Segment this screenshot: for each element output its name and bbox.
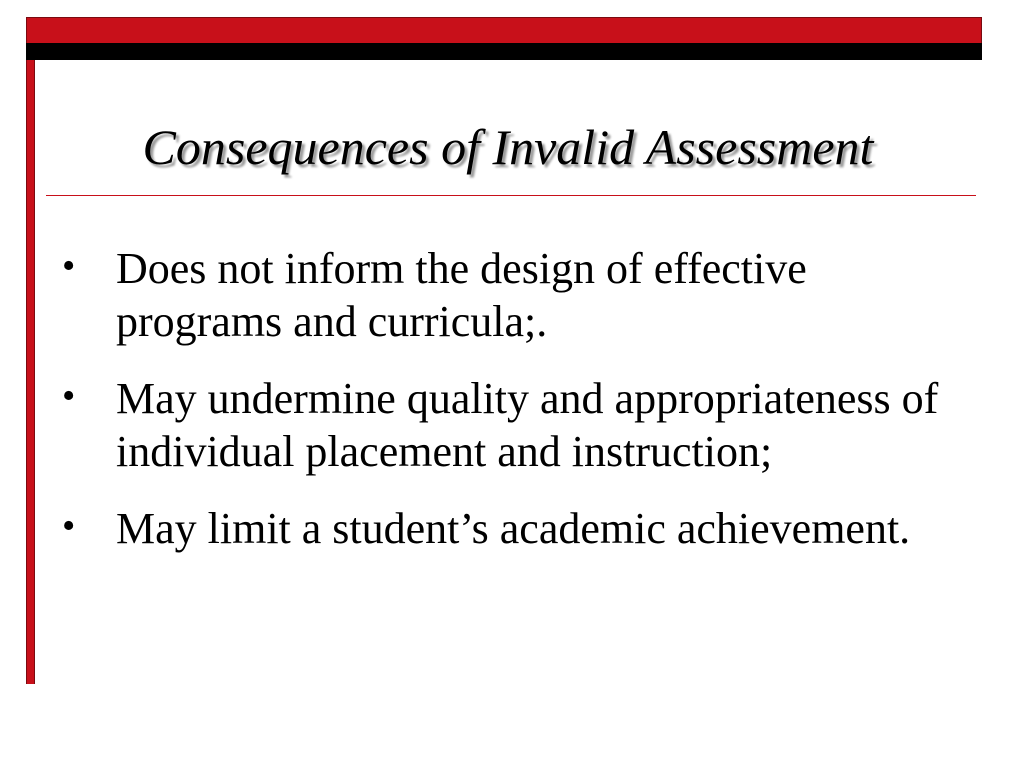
title-divider	[46, 195, 976, 196]
bullet-item	[60, 502, 960, 555]
header-red-bar	[26, 17, 982, 43]
bullet-text: May limit a student’s academic achievement.	[116, 504, 911, 553]
slide-title: Consequences of Invalid Assessment	[142, 119, 874, 175]
bullet-list	[60, 242, 960, 579]
left-red-bar	[26, 60, 35, 684]
bullet-item	[60, 242, 960, 348]
bullet-item	[60, 372, 960, 478]
bullet-text: May undermine quality and appropriateness of individual placement and instruction;	[116, 374, 939, 476]
bullet-icon: •	[62, 375, 76, 417]
header-black-bar	[26, 43, 982, 60]
bullet-icon: •	[62, 505, 76, 547]
bullet-icon: •	[62, 245, 76, 287]
bullet-text: Does not inform the design of effective programs and curricula;.	[116, 244, 807, 346]
